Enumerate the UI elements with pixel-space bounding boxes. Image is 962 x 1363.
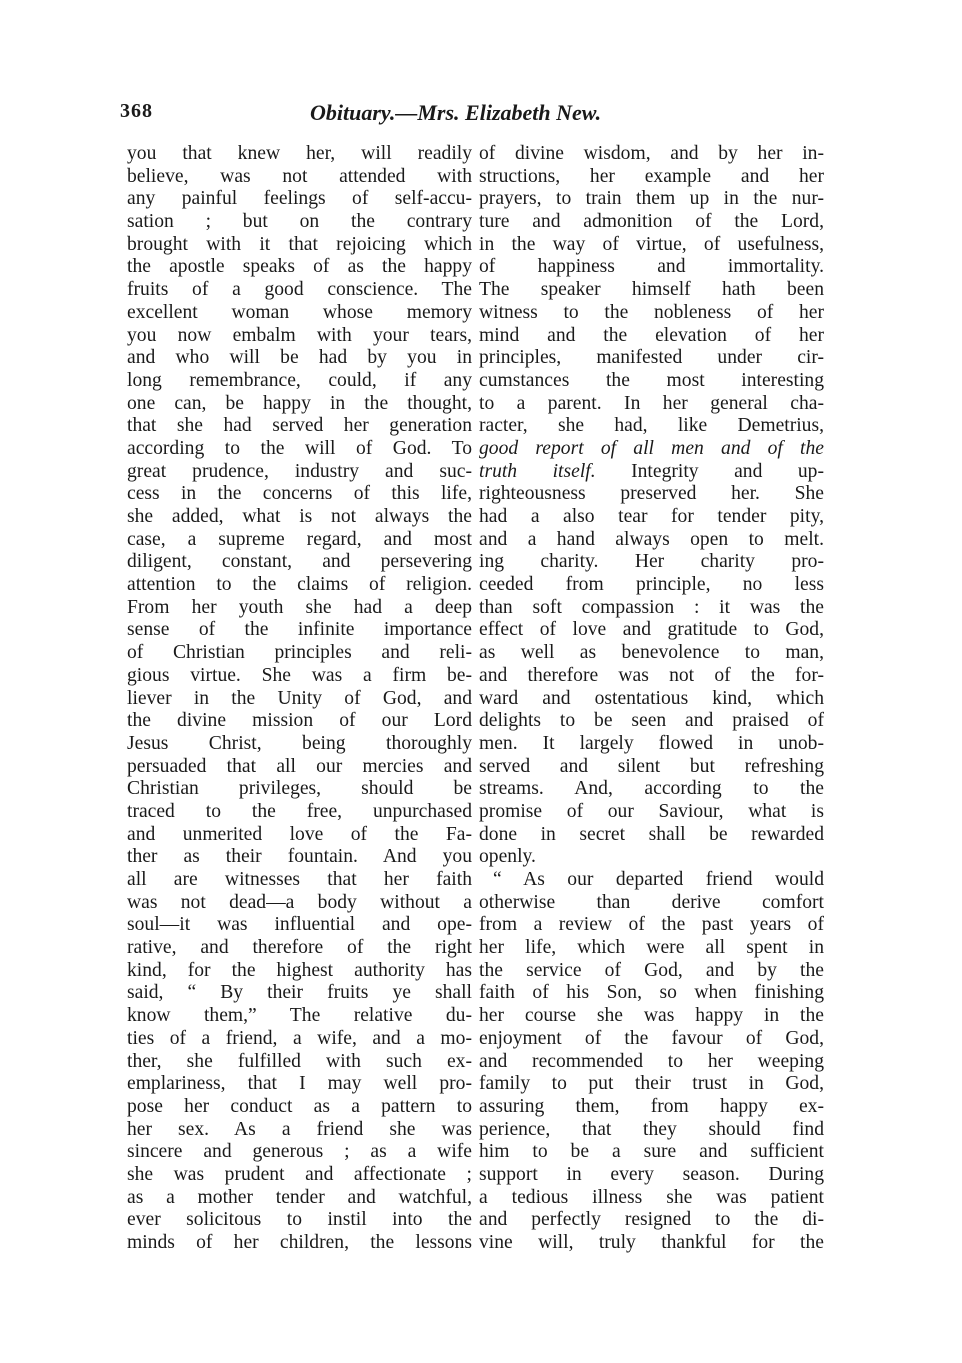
text-line: done in secret shall be rewarded (479, 823, 824, 845)
text-line: ever solicitous to instil into the (127, 1209, 472, 1231)
text-line: Jesus Christ, being thoroughly (127, 732, 472, 754)
text-line: brought with it that rejoicing which (127, 233, 472, 255)
text-line: family to put their trust in God, (479, 1073, 824, 1095)
text-line: ing charity. Her charity pro- (479, 551, 824, 573)
text-line: was not dead—a body without a (127, 891, 472, 913)
text-line: and recommended to her weeping (479, 1050, 824, 1072)
text-line: fruits of a good conscience. The (127, 279, 472, 301)
page-header (120, 100, 840, 132)
text-line: “ As our departed friend would (493, 869, 824, 890)
text-segment: Integrity and up- (595, 460, 824, 482)
text-line: great prudence, industry and suc- (127, 460, 472, 482)
page-number: 368 (120, 100, 153, 122)
text-line: her sex. As a friend she was (127, 1118, 472, 1140)
text-line: attention to the claims of religion. (127, 574, 472, 596)
text-line: The speaker himself hath been (479, 279, 824, 301)
text-line: any painful feelings of self-accu- (127, 188, 472, 210)
italic-text: truth itself. (479, 460, 596, 482)
text-line: ther, she fulfilled with such ex- (127, 1050, 472, 1072)
left-text-column (127, 143, 472, 1255)
text-line: otherwise than derive comfort (479, 891, 824, 913)
text-line: sation ; but on the contrary (127, 211, 472, 233)
text-line: of Christian principles and reli- (127, 642, 472, 664)
text-line: persuaded that all our mercies and (127, 755, 472, 777)
text-line: ther as their fountain. And you (127, 846, 472, 868)
text-line: faith of his Son, so when finishing (479, 982, 824, 1004)
text-line: openly. (479, 846, 536, 868)
text-line: from a review of the past years of (479, 914, 824, 936)
text-line (479, 461, 824, 484)
text-line: the divine mission of our Lord (127, 710, 472, 732)
text-line: good report of all men and of the (479, 437, 824, 459)
text-line: know them,” The relative du- (127, 1005, 472, 1027)
text-line: as well as benevolence to man, (479, 642, 824, 664)
text-line: ward and ostentatious kind, which (479, 687, 824, 709)
text-line: minds of her children, the lessons (127, 1232, 472, 1253)
text-line: according to the will of God. To (127, 437, 472, 459)
text-line: and therefore was not of the for- (479, 664, 824, 686)
text-line: as a mother tender and watchful, (127, 1186, 472, 1208)
text-line: her course she was happy in the (479, 1005, 824, 1027)
text-line: of divine wisdom, and by her in- (479, 143, 824, 164)
text-line: and perfectly resigned to the di- (479, 1209, 824, 1231)
text-line: rative, and therefore of the right (127, 937, 472, 959)
text-line: said, “ By their fruits ye shall (127, 982, 472, 1004)
text-line: vine will, truly thankful for the (479, 1232, 824, 1253)
text-line: cess in the concerns of this life, (127, 483, 472, 505)
text-line: promise of our Saviour, what is (479, 800, 824, 822)
text-line: principles, manifested under cir- (479, 347, 824, 369)
text-line: ceeded from principle, no less (479, 574, 824, 596)
text-line: you now embalm with your tears, (127, 324, 472, 346)
text-line: the apostle speaks of as the happy (127, 256, 472, 278)
text-line: enjoyment of the favour of God, (479, 1027, 824, 1049)
text-line: she added, what is not always the (127, 506, 472, 527)
text-line: all are witnesses that her faith (127, 869, 472, 890)
text-line: Christian privileges, should be (127, 778, 472, 800)
text-line: support in every season. During (479, 1163, 824, 1185)
text-line: believe, was not attended with (127, 165, 472, 187)
text-line: served and silent but refreshing (479, 755, 824, 777)
text-line: emplariness, that I may well pro- (127, 1073, 472, 1095)
text-line: excellent woman whose memory (127, 301, 472, 323)
text-line: cumstances the most interesting (479, 369, 824, 391)
text-line: and a hand always open to melt. (479, 528, 824, 550)
text-line: in the way of virtue, of usefulness, (479, 233, 824, 255)
text-line: had a also tear for tender pity, (479, 506, 824, 527)
text-line: mind and the elevation of her (479, 324, 824, 346)
text-line: From her youth she had a deep (127, 596, 472, 618)
right-text-column (479, 143, 824, 1255)
text-line: assuring them, from happy ex- (479, 1095, 824, 1117)
text-line: ties of a friend, a wife, and a mo- (127, 1027, 472, 1049)
text-line: of happiness and immortality. (479, 256, 824, 278)
text-line: witness to the nobleness of her (479, 301, 824, 323)
text-line: sincere and generous ; as a wife (127, 1141, 472, 1163)
text-line: effect of love and gratitude to God, (479, 619, 824, 641)
text-line: pose her conduct as a pattern to (127, 1095, 472, 1117)
text-line: prayers, to train them up in the nur- (479, 188, 824, 210)
text-line: ture and admonition of the Lord, (479, 211, 824, 233)
text-line: liever in the Unity of God, and (127, 687, 472, 709)
text-line: kind, for the highest authority has (127, 959, 472, 981)
text-line: delights to be seen and praised of (479, 710, 824, 732)
text-line: men. It largely flowed in unob- (479, 732, 824, 754)
text-line: diligent, constant, and persevering (127, 551, 472, 573)
text-line: soul—it was influential and ope- (127, 914, 472, 936)
text-line: she was prudent and affectionate ; (127, 1163, 472, 1185)
text-line: and unmerited love of the Fa- (127, 823, 472, 845)
text-line: and who will be had by you in (127, 347, 472, 369)
text-line: structions, her example and her (479, 165, 824, 187)
text-line: traced to the free, unpurchased (127, 800, 472, 822)
text-line: you that knew her, will readily (127, 143, 472, 164)
text-line: case, a supreme regard, and most (127, 528, 472, 550)
text-line: sense of the infinite importance (127, 619, 472, 641)
text-line: her life, which were all spent in (479, 937, 824, 959)
text-line: perience, that they should find (479, 1118, 824, 1140)
text-line: to a parent. In her general cha- (479, 392, 824, 414)
text-line: righteousness preserved her. She (479, 483, 824, 505)
text-line: streams. And, according to the (479, 778, 824, 800)
text-line: gious virtue. She was a firm be- (127, 664, 472, 686)
text-line: him to be a sure and sufficient (479, 1141, 824, 1163)
text-line: that she had served her generation (127, 415, 472, 437)
text-line: than soft compassion : it was the (479, 596, 824, 618)
text-line: the service of God, and by the (479, 959, 824, 981)
text-line: long remembrance, could, if any (127, 369, 472, 391)
text-line: a tedious illness she was patient (479, 1186, 824, 1208)
text-line: one can, be happy in the thought, (127, 392, 472, 414)
text-line: racter, she had, like Demetrius, (479, 415, 824, 437)
running-head: Obituary.—Mrs. Elizabeth New. (310, 100, 602, 125)
